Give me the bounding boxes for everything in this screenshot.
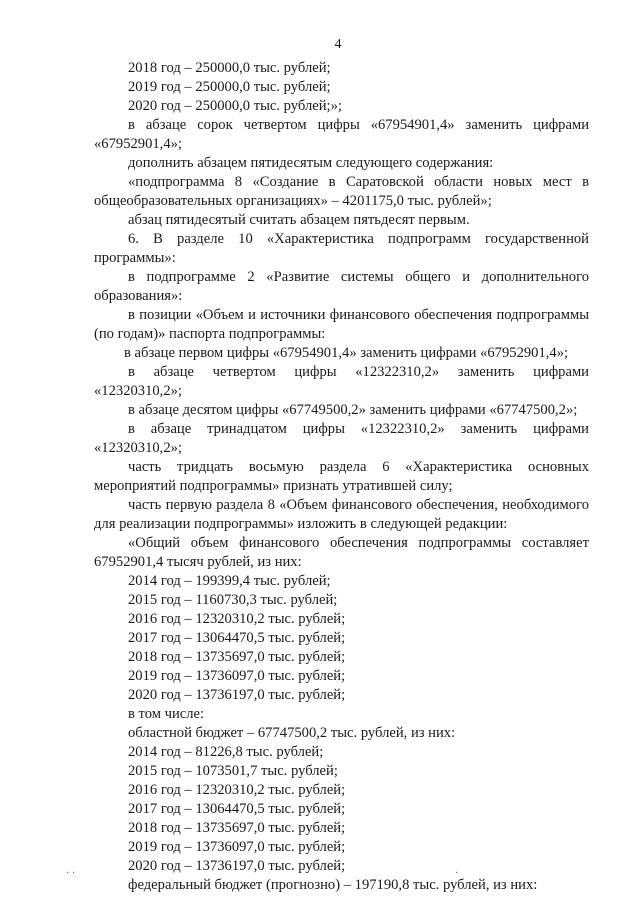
scan-mark-left: · · (66, 868, 76, 879)
paragraph: абзац пятидесятый считать абзацем пятьдесят первым. (128, 212, 470, 228)
scan-mark-right: · (455, 868, 459, 879)
paragraph: 2014 год – 199399,4 тыс. рублей; (128, 573, 331, 589)
paragraph: 2018 год – 13735697,0 тыс. рублей; (128, 649, 346, 665)
paragraph: в абзаце первом цифры «67954901,4» заменить цифрами «67952901,4»; (124, 345, 569, 361)
paragraph: 2016 год – 12320310,2 тыс. рублей; (128, 782, 346, 798)
paragraph: в подпрограмме 2 «Развитие системы общего и дополнительного образования»: (94, 269, 589, 304)
paragraph: в позиции «Объем и источники финансового обеспечения подпрограммы (по годам)» паспорта подпрограммы: (94, 307, 589, 342)
paragraph: 2014 год – 81226,8 тыс. рублей; (128, 744, 324, 760)
paragraph: 2016 год – 12320310,2 тыс. рублей; (128, 611, 346, 627)
paragraph: 2020 год – 250000,0 тыс. рублей;»; (128, 98, 342, 114)
document-body (94, 59, 589, 895)
paragraph: в абзаце четвертом цифры «12322310,2» заменить цифрами «12320310,2»; (94, 364, 589, 399)
paragraph: 2017 год – 13064470,5 тыс. рублей; (128, 801, 346, 817)
paragraph: в абзаце десятом цифры «67749500,2» заменить цифрами «67747500,2»; (128, 402, 578, 418)
paragraph: часть тридцать восьмую раздела 6 «Характеристика основных мероприятий подпрограммы» признать утратившей силу; (94, 459, 589, 494)
paragraph: дополнить абзацем пятидесятым следующего содержания: (128, 155, 494, 171)
paragraph: «Общий объем финансового обеспечения подпрограммы составляет 67952901,4 тысяч рублей, из них: (94, 535, 589, 570)
paragraph: 6. В разделе 10 «Характеристика подпрограмм государственной программы»: (94, 231, 589, 266)
paragraph: 2020 год – 13736197,0 тыс. рублей; (128, 687, 346, 703)
paragraph: 2019 год – 13736097,0 тыс. рублей; (128, 668, 346, 684)
page-number: 4 (334, 37, 342, 52)
paragraph: областной бюджет – 67747500,2 тыс. рублей, из них: (128, 725, 456, 741)
paragraph: федеральный бюджет (прогнозно) – 197190,8 тыс. рублей, из них: (128, 877, 538, 893)
paragraph: 2015 год – 1073501,7 тыс. рублей; (128, 763, 338, 779)
paragraph: 2019 год – 13736097,0 тыс. рублей; (128, 839, 346, 855)
paragraph: в том числе: (128, 706, 205, 722)
paragraph: 2018 год – 13735697,0 тыс. рублей; (128, 820, 346, 836)
paragraph: 2015 год – 1160730,3 тыс. рублей; (128, 592, 338, 608)
paragraph: в абзаце сорок четвертом цифры «67954901,4» заменить цифрами «67952901,4»; (94, 117, 589, 152)
paragraph: 2017 год – 13064470,5 тыс. рублей; (128, 630, 346, 646)
paragraph: 2019 год – 250000,0 тыс. рублей; (128, 79, 331, 95)
paragraph: часть первую раздела 8 «Объем финансового обеспечения, необходимого для реализации подпрограммы» изложить в следующей редакции: (94, 497, 589, 532)
paragraph: 2018 год – 250000,0 тыс. рублей; (128, 60, 331, 76)
paragraph: в абзаце тринадцатом цифры «12322310,2» заменить цифрами «12320310,2»; (94, 421, 589, 456)
paragraph: 2020 год – 13736197,0 тыс. рублей; (128, 858, 346, 874)
paragraph: «подпрограмма 8 «Создание в Саратовской области новых мест в общеобразовательных организациях» – 4201175,0 тыс. рублей»; (94, 174, 589, 209)
